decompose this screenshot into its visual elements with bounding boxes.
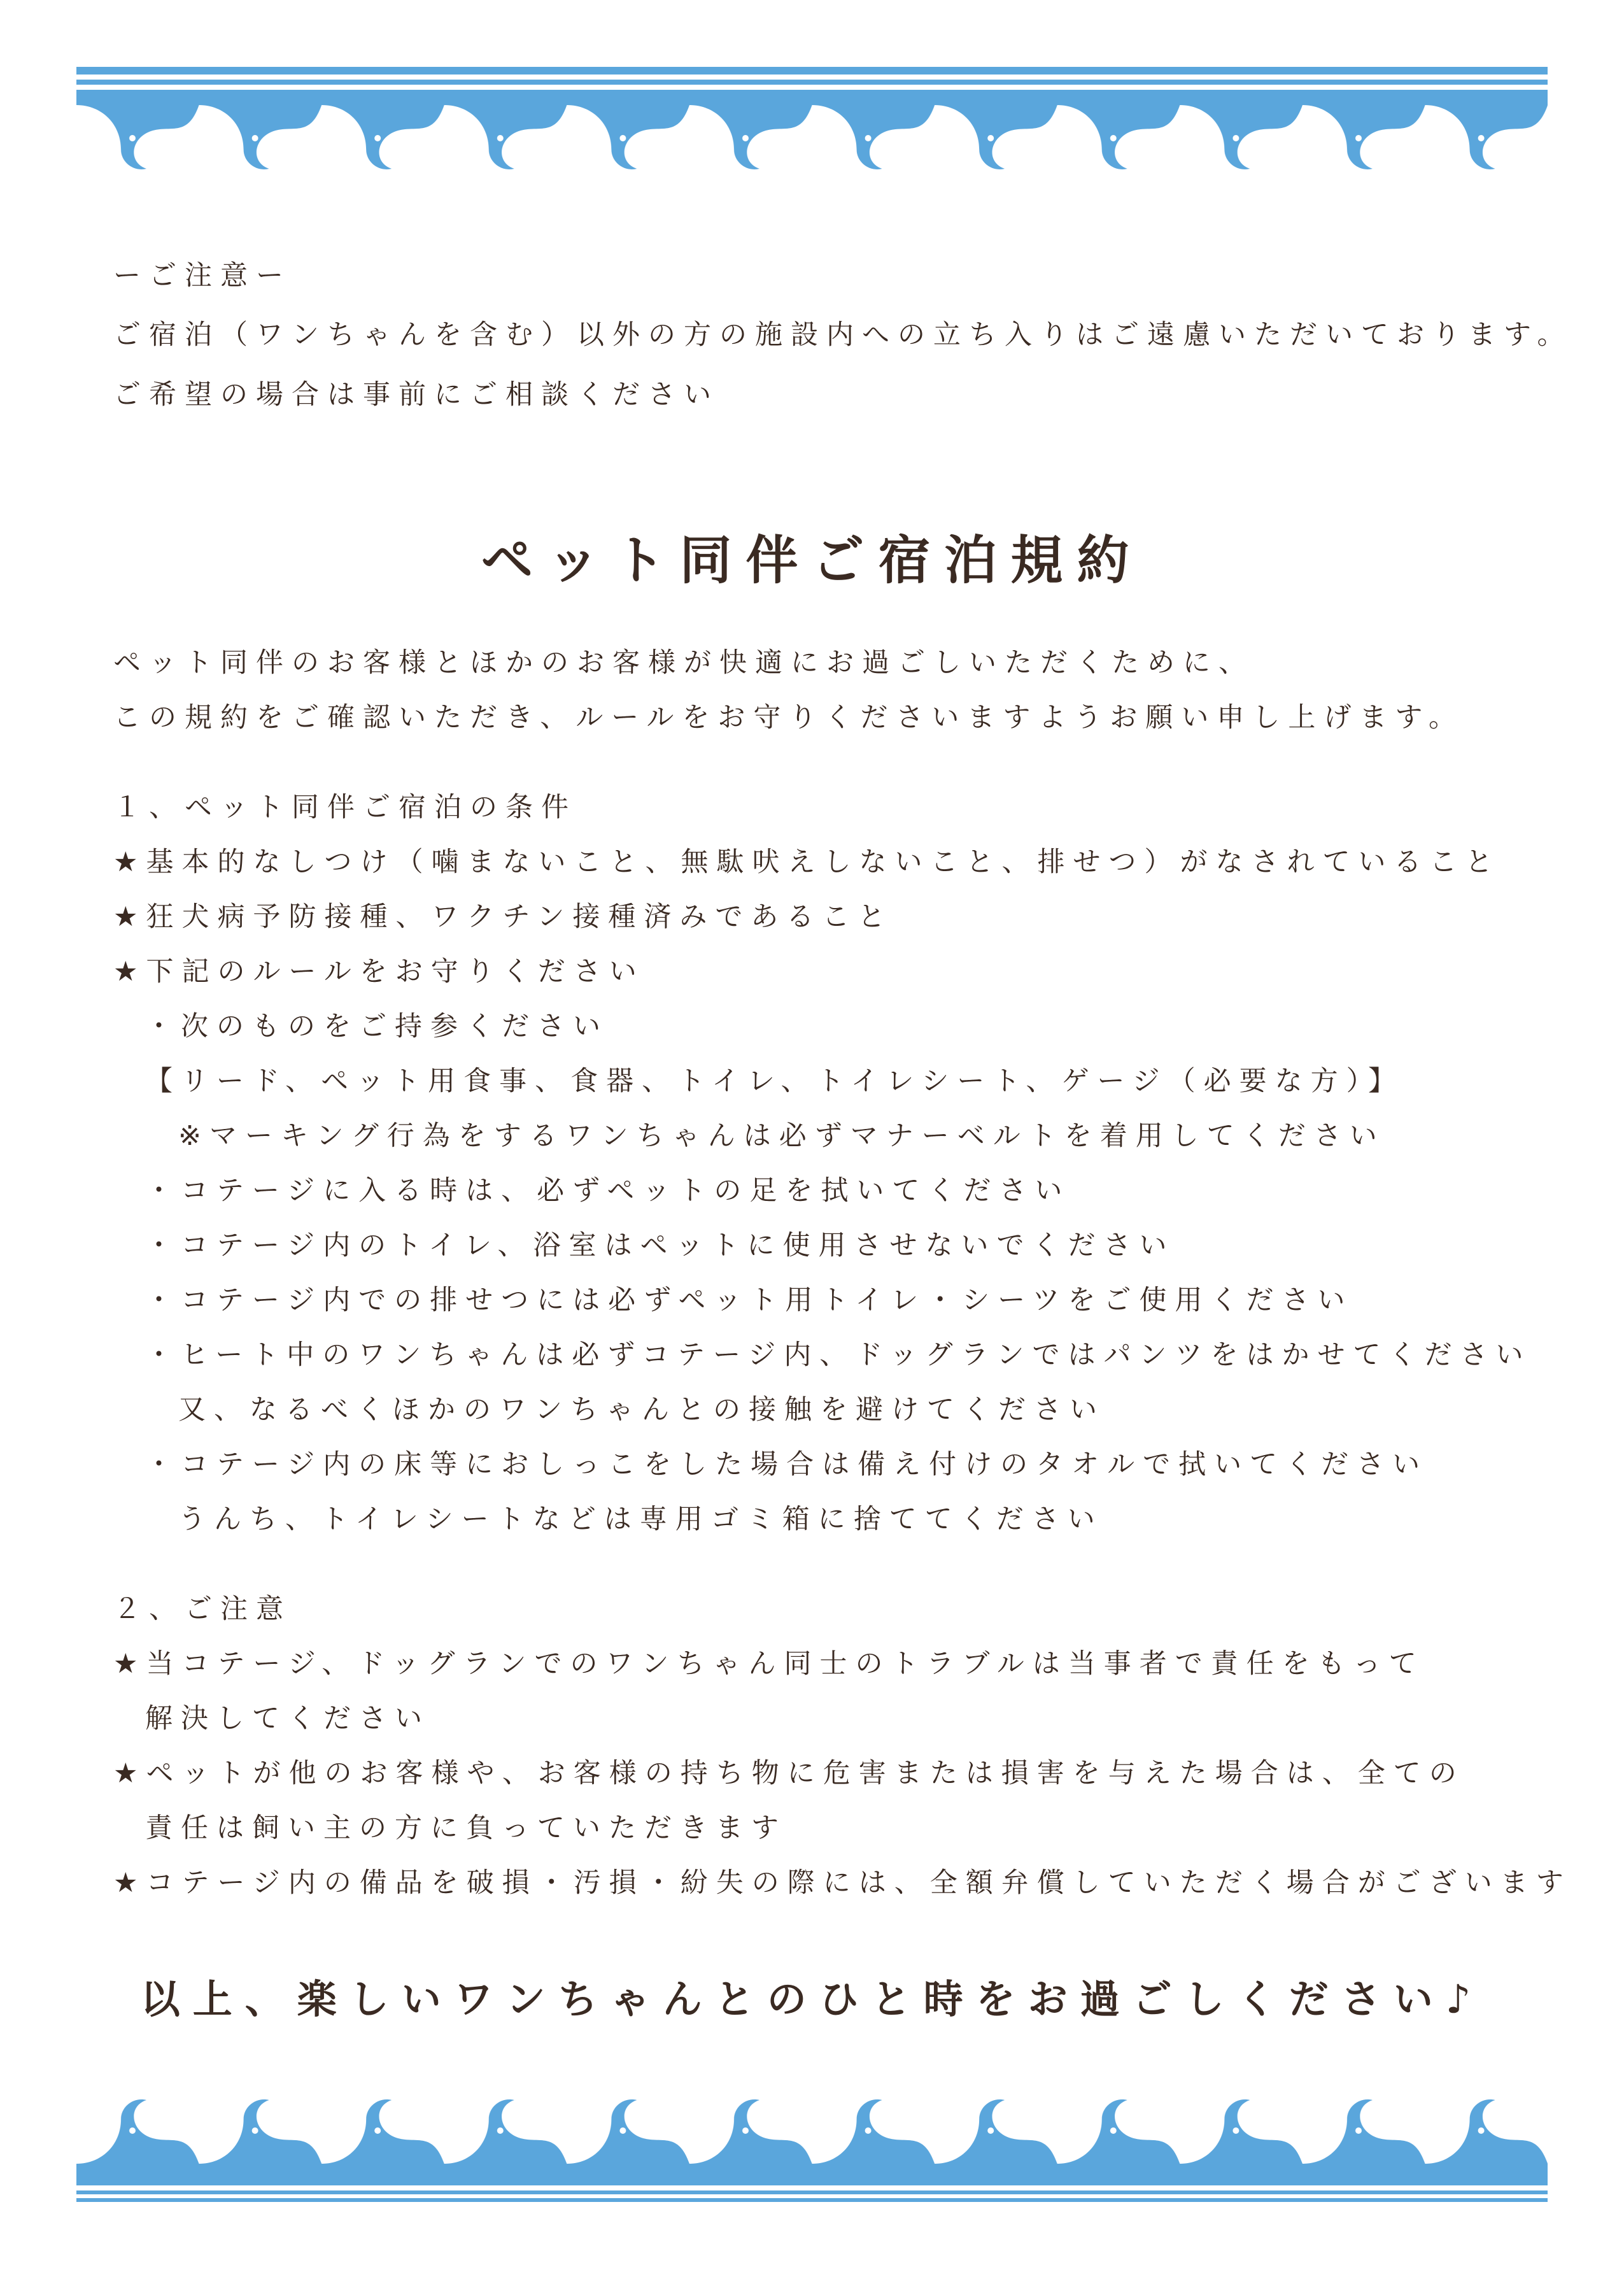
caution-item-cont: 責任は飼い主の方に負っていただきます	[145, 1812, 787, 1844]
notice-line: ご希望の場合は事前にご相談ください	[113, 379, 719, 411]
page-title: ペット同伴ご宿泊規約	[481, 530, 1143, 591]
rule-item-cont: 又、なるべくほかのワンちゃんとの接触を避けてください	[178, 1394, 1105, 1426]
rule-item: 【リード、ペット用食事、食器、トイレ、トイレシート、ゲージ（必要な方）】	[145, 1065, 1404, 1097]
rule-item: ・コテージに入る時は、必ずペットの足を拭いてください	[145, 1175, 1071, 1207]
section2-heading: ２、ご注意	[113, 1593, 292, 1625]
bottom-wave-border	[76, 2094, 1548, 2202]
wave-pattern-icon	[76, 67, 1548, 175]
rule-item: ・コテージ内のトイレ、浴室はペットに使用させないでください	[145, 1230, 1175, 1261]
caution-item: ★コテージ内の備品を破損・汚損・紛失の際には、全額弁償していただく場合がございます	[113, 1867, 1572, 1899]
intro-line: この規約をご確認いただき、ルールをお守りくださいますようお願い申し上げます。	[113, 702, 1464, 734]
caution-item: ★ペットが他のお客様や、お客様の持ち物に危害または損害を与えた場合は、全ての	[113, 1757, 1465, 1789]
rule-item: ・ヒート中のワンちゃんは必ずコテージ内、ドッグランではパンツをはかせてください	[145, 1339, 1532, 1371]
condition-item: ★基本的なしつけ（噛まないこと、無駄吠えしないこと、排せつ）がなされていること	[113, 846, 1501, 878]
wave-pattern-icon	[76, 2094, 1548, 2202]
section1-heading: １、ペット同伴ご宿泊の条件	[113, 792, 577, 823]
rule-item-cont: うんち、トイレシートなどは専用ゴミ箱に捨ててください	[178, 1503, 1103, 1535]
rule-item: ・次のものをご持参ください	[145, 1011, 609, 1042]
rule-item: ・コテージ内での排せつには必ずペット用トイレ・シーツをご使用ください	[145, 1284, 1353, 1316]
condition-item: ★下記のルールをお守りください	[113, 956, 645, 988]
notice-heading: ーご注意ー	[113, 260, 292, 292]
notice-line: ご宿泊（ワンちゃんを含む）以外の方の施設内への立ち入りはご遠慮いただいております。	[113, 319, 1573, 351]
rule-item: ・コテージ内の床等におしっこをした場合は備え付けのタオルで拭いてください	[145, 1449, 1429, 1480]
rule-note: ※マーキング行為をするワンちゃんは必ずマナーベルトを着用してください	[178, 1120, 1385, 1152]
intro-line: ペット同伴のお客様とほかのお客様が快適にお過ごしいただくために、	[113, 647, 1254, 679]
top-wave-border	[76, 67, 1548, 175]
condition-item: ★狂犬病予防接種、ワクチン接種済みであること	[113, 901, 894, 933]
caution-item-cont: 解決してください	[145, 1703, 430, 1735]
closing-message: 以上、楽しいワンちゃんとのひと時をお過ごしください♪	[140, 1976, 1484, 2022]
caution-item: ★当コテージ、ドッグランでのワンちゃん同士のトラブルは当事者で責任をもって	[113, 1648, 1425, 1680]
